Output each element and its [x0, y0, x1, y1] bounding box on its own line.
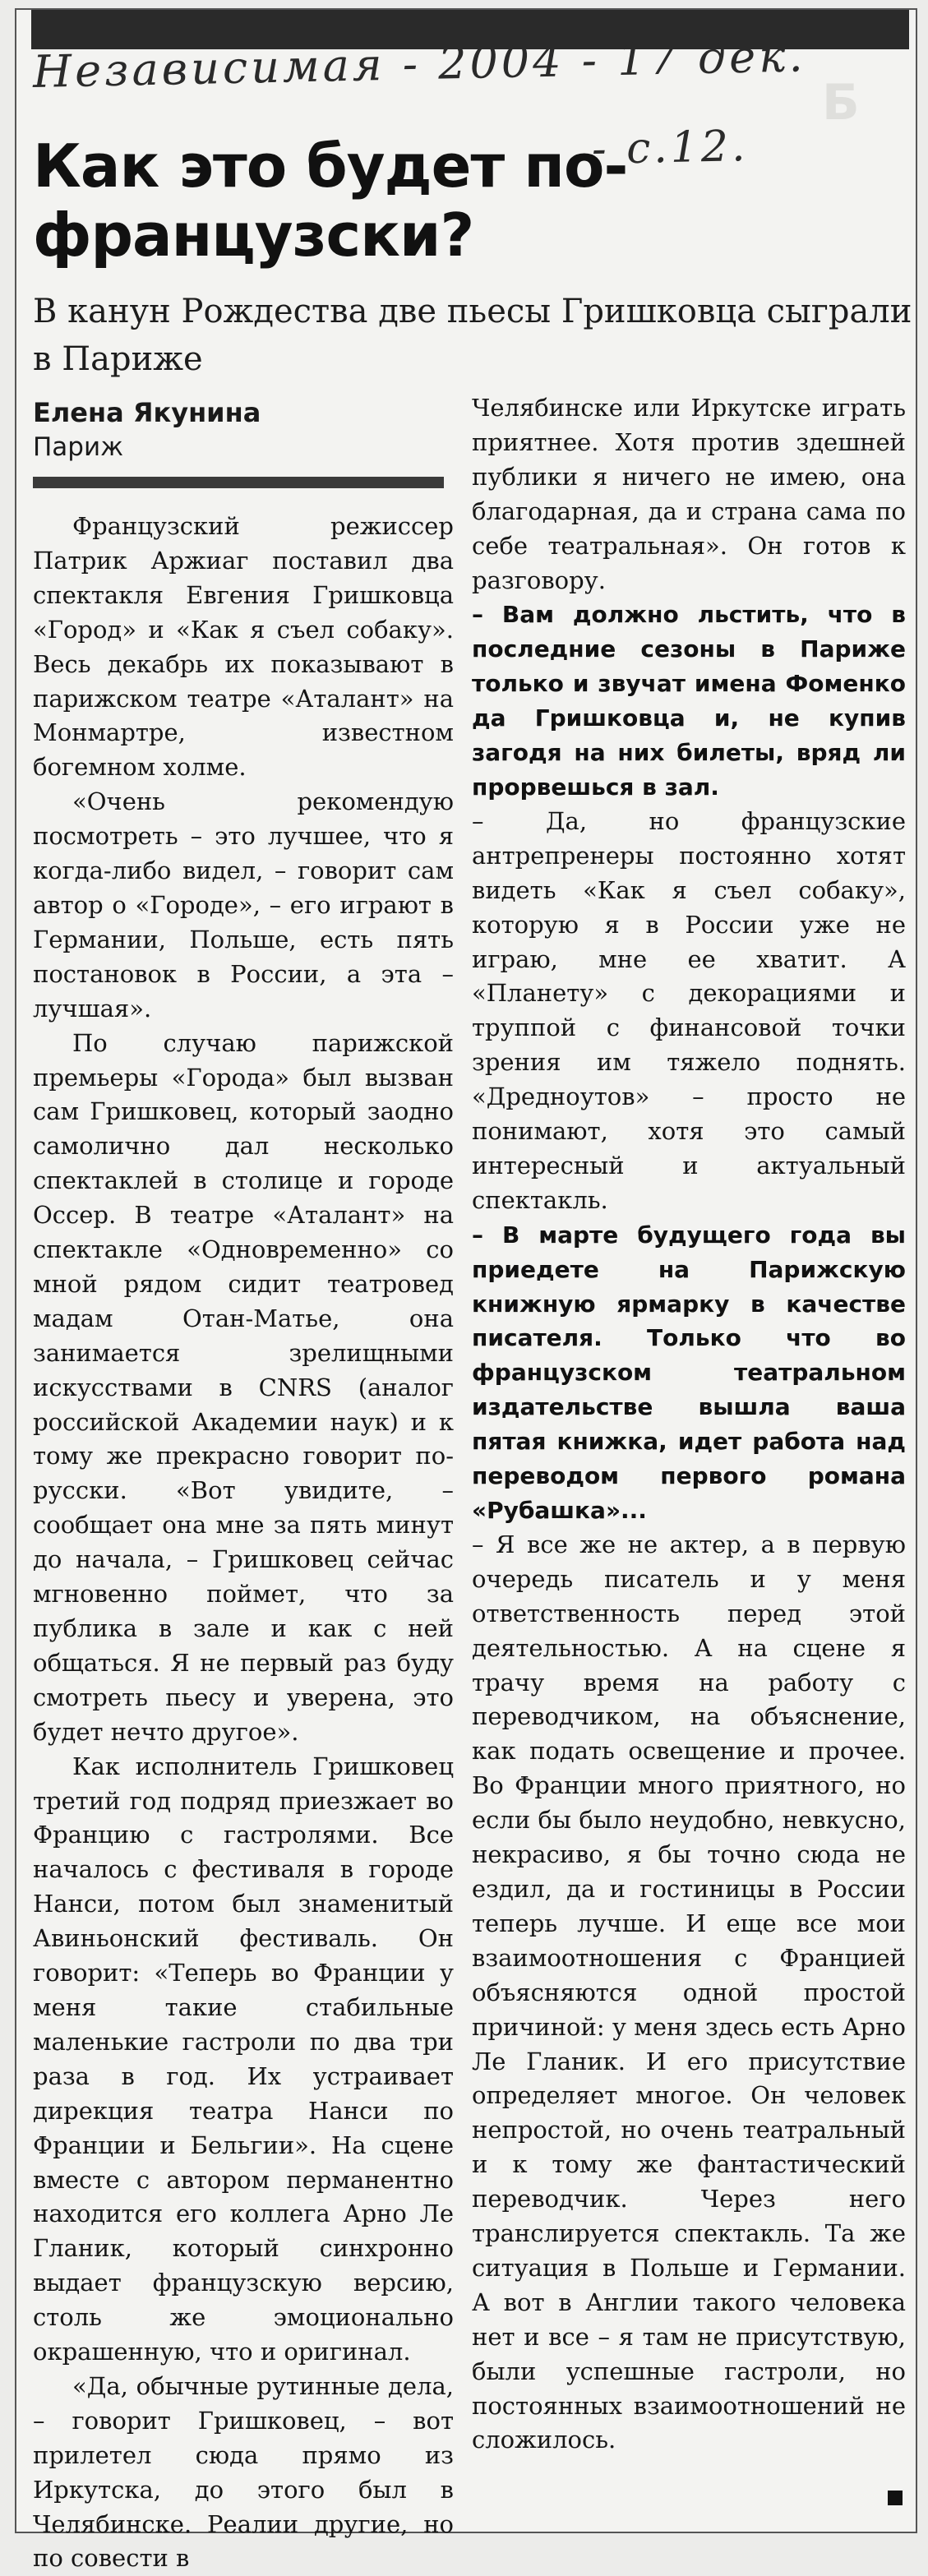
- interview-question: – В марте будущего года вы приедете на Парижскую книжную ярмарку в качестве писателя. Только что во французском театральном издательстве вышла ваша пятая книжка, идет работа над переводом первого романа «Рубашка»...: [472, 1221, 906, 1524]
- handwritten-page-number: - с.12.: [591, 122, 750, 174]
- right-text-column: [472, 391, 906, 2458]
- end-of-article-mark: [888, 2491, 903, 2505]
- article-subheadline: В канун Рождества две пьесы Гришковца сыграли в Париже: [33, 293, 912, 378]
- author-name: Елена Якунина: [33, 397, 261, 428]
- interview-answer: – Я все же не актер, а в первую очередь писатель и у меня ответственность перед этой деятельностью. А на сцене я трачу время на работу с переводчиком, на объяснение, как подать освещение и прочее. Во Франции много приятного, но если бы было неудобно, невкусно, некрасиво, я бы точно сюда не ездил, да и гостиницы в России теперь лучше. И еще все мои взаимоотношения с Францией объясняются одной простой причиной: у меня здесь есть Арно Ле Гланик. И его присутствие определяет многое. Он человек непростой, но очень театральный и к тому же фантастический переводчик. Через него транслируется спектакль. Та же ситуация в Польше и Германии. А вот в Англии такого человека нет и все – я там не присутствую, были успешные гастроли, но постоянных взаимоотношений не сложилось.: [472, 1530, 906, 2454]
- dateline-location: Париж: [33, 432, 124, 462]
- paragraph: «Очень рекомендую посмотреть – это лучшее, что я когда-либо видел, – говорит сам автор о «Городе», – его играют в Германии, Польше, есть пять постановок в России, а эта – лучшая».: [33, 787, 454, 1023]
- paragraph: По случаю парижской премьеры «Города» был вызван сам Гришковец, который заодно самолично дал несколько спектаклей в столице и городе Оссер. В театре «Аталант» на спектакле «Одновременно» со мной рядом сидит театровед мадам Отан-Матье, она занимается зрелищными искусствами в CNRS (аналог российской Академии наук) и к тому же прекрасно говорит по-русски. «Вот увидите, – сообщает она мне за пять минут до начала, – Гришковец сейчас мгновенно поймет, что за публика в зале и как с ней общаться. Я не первый раз буду смотреть пьесу и уверена, это будет нечто другое».: [33, 1028, 454, 1746]
- paragraph-continued: Челябинске или Иркутске играть приятнее. Хотя против здешней публики я ничего не имею, она благодарная, да и страна сама по себе театральная». Он готов к разговору.: [472, 394, 906, 594]
- paragraph: Французский режиссер Патрик Аржиаг поставил два спектакля Евгения Гришковца «Город» и «Как я съел собаку». Весь декабрь их показывают в парижском театре «Аталант» на Монмартре, известном богемном холме.: [33, 512, 454, 782]
- interview-answer: – Да, но французские антрепренеры постоянно хотят видеть «Как я съел собаку», которую я в России уже не играю, мне ее хватит. А «Планету» с декорациями и труппой с финансовой точки зрения им тяжело поднять. «Дредноутов» – просто не понимают, хотя это самый интересный и актуальный спектакль.: [472, 806, 906, 1214]
- paragraph: Как исполнитель Гришковец третий год подряд приезжает во Францию с гастролями. Все началось с фестиваля в городе Нанси, потом был знаменитый Авиньонский фестиваль. Он говорит: «Теперь во Франции у меня такие стабильные маленькие гастроли по два три раза в год. Их устраивает дирекция театра Нанси по Франции и Бельгии». На сцене вместе с автором перманентно находится его коллега Арно Ле Гланик, который синхронно выдает французскую версию, столь же эмоционально окрашенную, что и оригинал.: [33, 1752, 454, 2366]
- handwritten-source-note: Независимая - 2004 - 17 дек.: [32, 30, 807, 98]
- byline-rule: [33, 477, 444, 488]
- article-headline: Как это будет по-французски?: [33, 132, 628, 270]
- interview-question: – Вам должно льстить, что в последние сезоны в Париже только и звучат имена Фоменко да Гришковца и, не купив загодя на них билеты, вряд ли прорвешься в зал.: [472, 601, 906, 801]
- paragraph: «Да, обычные рутинные дела, – говорит Гришковец, – вот прилетел сюда прямо из Иркутска, до этого был в Челябинске. Реалии другие, но по совести в: [33, 2371, 454, 2573]
- left-text-column: [33, 510, 454, 2576]
- bleed-through-text: Б: [822, 74, 860, 132]
